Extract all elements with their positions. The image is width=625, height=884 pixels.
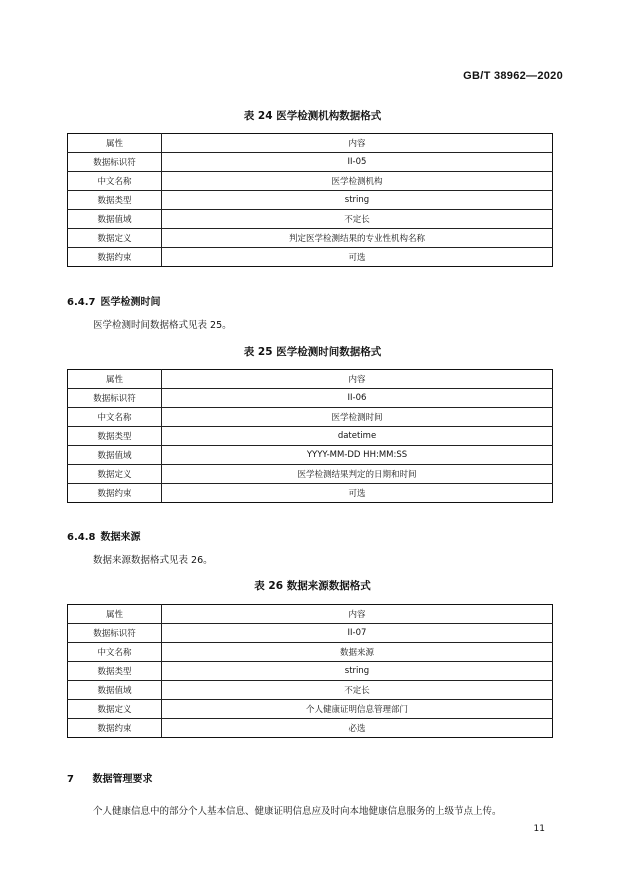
value-cell: 判定医学检测结果的专业性机构名称 xyxy=(162,229,553,248)
attr-cell: 中文名称 xyxy=(68,172,162,191)
attr-cell: 中文名称 xyxy=(68,643,162,662)
attr-cell: 数据标识符 xyxy=(68,624,162,643)
table-caption: 表 24 医学检测机构数据格式 xyxy=(243,110,382,122)
attr-cell: 数据值域 xyxy=(68,446,162,465)
attr-cell: 数据值域 xyxy=(68,210,162,229)
section-number: 6.4.7 xyxy=(67,297,96,308)
value-cell: 不定长 xyxy=(162,681,553,700)
section-number: 7 xyxy=(67,774,74,785)
table-row xyxy=(68,172,553,191)
attr-cell: 数据值域 xyxy=(68,681,162,700)
table-row xyxy=(68,465,553,484)
section-heading xyxy=(67,293,160,308)
value-cell: string xyxy=(162,662,553,681)
value-cell: II-05 xyxy=(162,153,553,172)
header-cell: 内容 xyxy=(162,134,553,153)
attr-cell: 数据标识符 xyxy=(68,389,162,408)
table-row xyxy=(68,719,553,738)
table-row xyxy=(68,446,553,465)
value-cell: 医学检测时间 xyxy=(162,408,553,427)
table-caption: 表 26 数据来源数据格式 xyxy=(254,580,371,592)
table-row xyxy=(68,700,553,719)
table-row xyxy=(68,427,553,446)
value-cell: string xyxy=(162,191,553,210)
table-row xyxy=(68,248,553,267)
table-row xyxy=(68,191,553,210)
header-cell: 内容 xyxy=(162,605,553,624)
data-format-table xyxy=(67,133,553,267)
section-title: 数据管理要求 xyxy=(92,774,153,785)
attr-cell: 数据约束 xyxy=(68,484,162,503)
value-cell: 个人健康证明信息管理部门 xyxy=(162,700,553,719)
value-cell: II-07 xyxy=(162,624,553,643)
value-cell: 可选 xyxy=(162,248,553,267)
value-cell: YYYY-MM-DD HH:MM:SS xyxy=(162,446,553,465)
attr-cell: 数据类型 xyxy=(68,191,162,210)
value-cell: 数据来源 xyxy=(162,643,553,662)
table-row xyxy=(68,229,553,248)
header-cell: 内容 xyxy=(162,370,553,389)
attr-cell: 数据定义 xyxy=(68,700,162,719)
table-row xyxy=(68,484,553,503)
attr-cell: 数据类型 xyxy=(68,427,162,446)
table-row xyxy=(68,662,553,681)
attr-cell: 数据定义 xyxy=(68,465,162,484)
value-cell: II-06 xyxy=(162,389,553,408)
section-title: 医学检测时间 xyxy=(100,297,161,308)
attr-cell: 中文名称 xyxy=(68,408,162,427)
value-cell: datetime xyxy=(162,427,553,446)
value-cell: 医学检测结果判定的日期和时间 xyxy=(162,465,553,484)
header-cell: 属性 xyxy=(68,370,162,389)
attr-cell: 数据标识符 xyxy=(68,153,162,172)
table-row xyxy=(68,681,553,700)
value-cell: 医学检测机构 xyxy=(162,172,553,191)
table-row xyxy=(68,153,553,172)
table-header-row xyxy=(68,605,553,624)
attr-cell: 数据约束 xyxy=(68,719,162,738)
paragraph: 个人健康信息中的部分个人基本信息、健康证明信息应及时向本地健康信息服务的上级节点上传。 xyxy=(93,806,502,817)
table-row xyxy=(68,643,553,662)
table-row xyxy=(68,408,553,427)
table-caption: 表 25 医学检测时间数据格式 xyxy=(243,346,382,358)
attr-cell: 数据约束 xyxy=(68,248,162,267)
standard-code: GB/T 38962—2020 xyxy=(463,70,563,82)
page-number: 11 xyxy=(533,824,545,834)
header-cell: 属性 xyxy=(68,605,162,624)
table-header-row xyxy=(68,134,553,153)
section-heading xyxy=(67,770,152,785)
table-header-row xyxy=(68,370,553,389)
data-format-table xyxy=(67,369,553,503)
table-row xyxy=(68,210,553,229)
section-heading xyxy=(67,528,140,543)
section-number: 6.4.8 xyxy=(67,532,96,543)
value-cell: 可选 xyxy=(162,484,553,503)
paragraph: 数据来源数据格式见表 26。 xyxy=(93,555,213,566)
table-row xyxy=(68,624,553,643)
section-title: 数据来源 xyxy=(100,532,141,543)
header-cell: 属性 xyxy=(68,134,162,153)
attr-cell: 数据类型 xyxy=(68,662,162,681)
table-row xyxy=(68,389,553,408)
data-format-table xyxy=(67,604,553,738)
paragraph: 医学检测时间数据格式见表 25。 xyxy=(93,320,232,331)
value-cell: 不定长 xyxy=(162,210,553,229)
attr-cell: 数据定义 xyxy=(68,229,162,248)
value-cell: 必选 xyxy=(162,719,553,738)
